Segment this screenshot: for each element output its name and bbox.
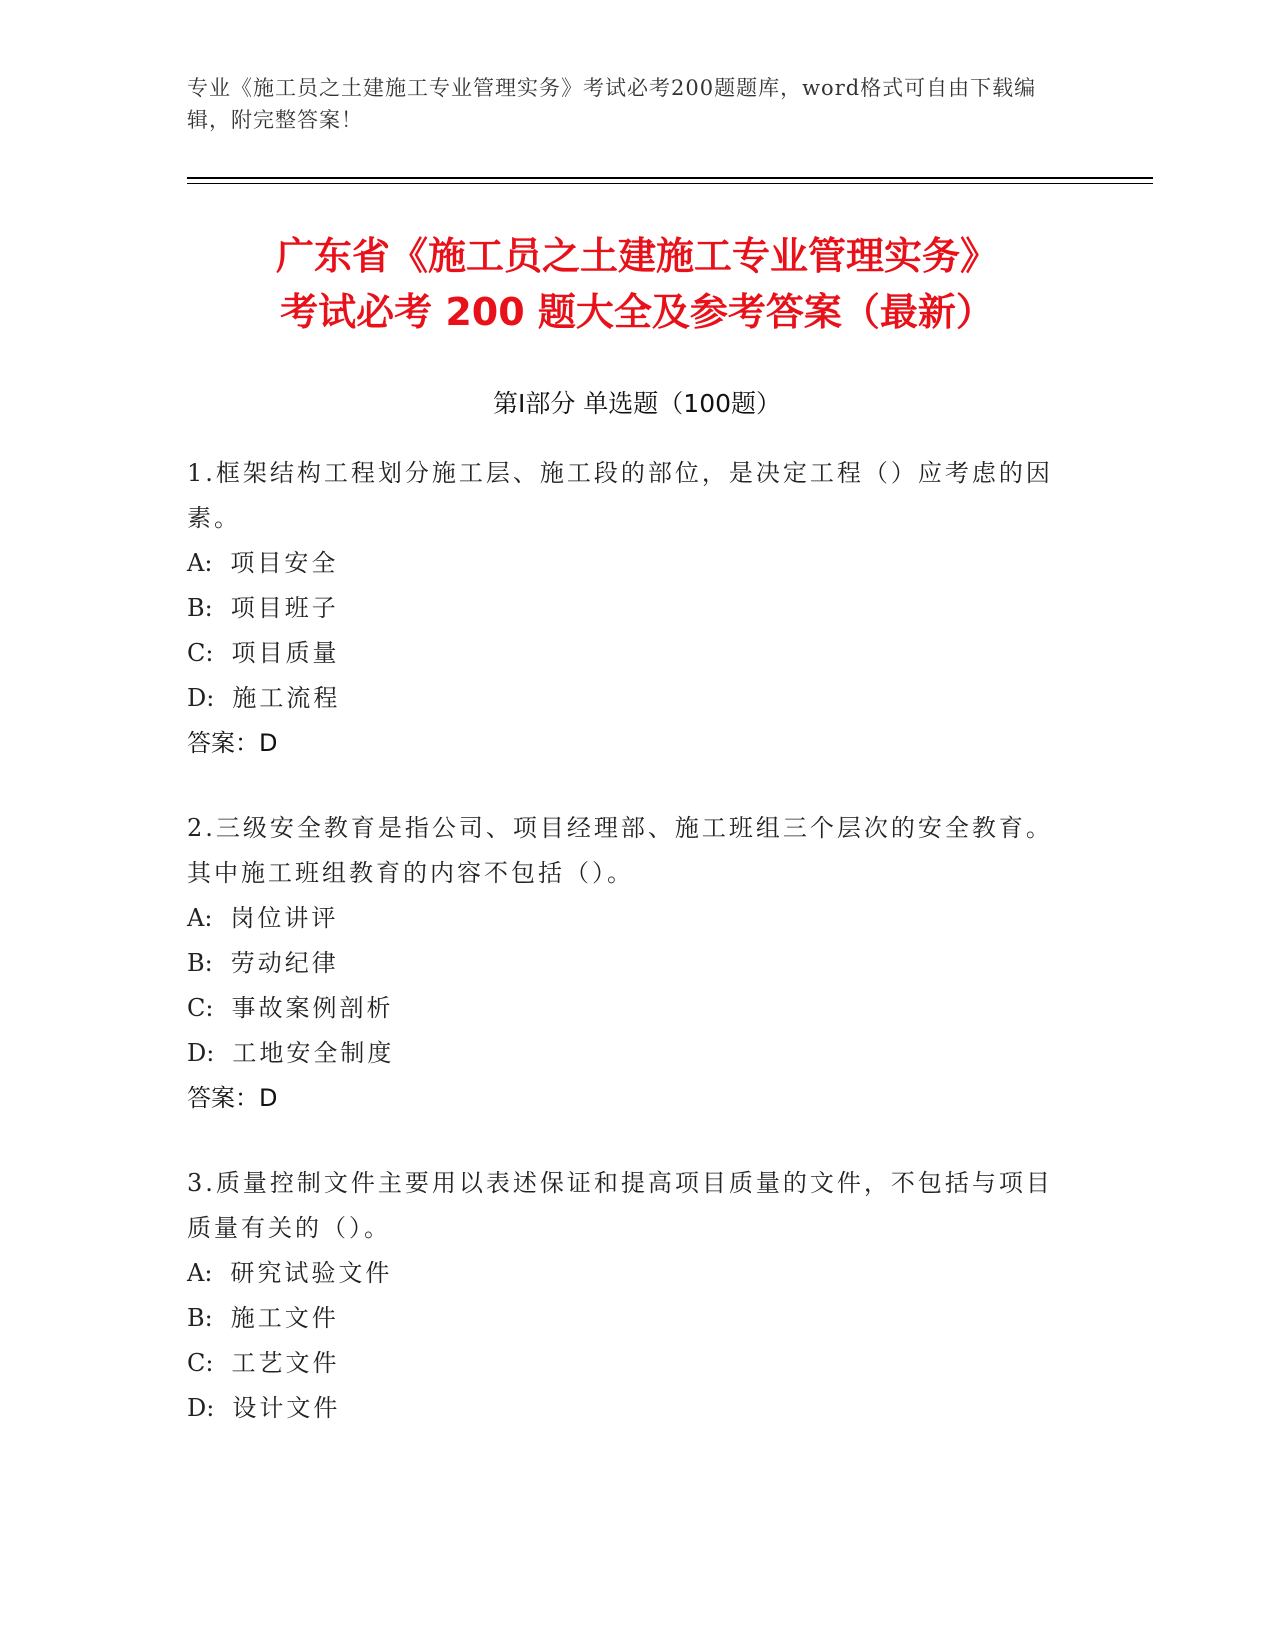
option-key: C: xyxy=(187,1349,214,1377)
header-divider-thick xyxy=(187,177,1153,179)
option-c xyxy=(187,631,1067,676)
option-key: A: xyxy=(187,904,213,932)
option-text: 设计文件 xyxy=(232,1394,341,1422)
option-c xyxy=(187,986,1067,1031)
question-1 xyxy=(187,451,1067,766)
header-divider-thin xyxy=(187,183,1153,184)
option-text: 工地安全制度 xyxy=(232,1039,395,1067)
option-text: 施工流程 xyxy=(232,684,341,712)
question-stem: 1.框架结构工程划分施工层、施工段的部位，是决定工程（）应考虑的因素。 xyxy=(187,459,1053,532)
option-key: C: xyxy=(187,639,214,667)
option-a xyxy=(187,541,1067,586)
option-key: C: xyxy=(187,994,214,1022)
option-b xyxy=(187,586,1067,631)
option-text: 事故案例剖析 xyxy=(231,994,394,1022)
option-text: 研究试验文件 xyxy=(230,1259,393,1287)
option-c xyxy=(187,1341,1067,1386)
option-key: B: xyxy=(187,594,213,622)
option-d xyxy=(187,1031,1067,1076)
question-3 xyxy=(187,1161,1067,1431)
document-title-line-1: 广东省《施工员之土建施工专业管理实务》 xyxy=(275,234,998,278)
option-text: 岗位讲评 xyxy=(230,904,339,932)
option-a xyxy=(187,896,1067,941)
question-2 xyxy=(187,806,1067,1121)
option-text: 项目安全 xyxy=(230,549,339,577)
option-key: D: xyxy=(187,1039,215,1067)
option-text: 工艺文件 xyxy=(231,1349,340,1377)
option-b xyxy=(187,941,1067,986)
option-text: 项目班子 xyxy=(230,594,339,622)
option-b xyxy=(187,1296,1067,1341)
option-key: B: xyxy=(187,1304,213,1332)
option-key: D: xyxy=(187,684,215,712)
option-a xyxy=(187,1251,1067,1296)
option-key: D: xyxy=(187,1394,215,1422)
question-stem: 2.三级安全教育是指公司、项目经理部、施工班组三个层次的安全教育。其中施工班组教育的内容不包括（）。 xyxy=(187,814,1053,887)
option-text: 劳动纪律 xyxy=(230,949,339,977)
document-title xyxy=(187,228,1087,340)
option-key: A: xyxy=(187,1259,213,1287)
answer: 答案：D xyxy=(187,1084,278,1112)
option-text: 项目质量 xyxy=(231,639,340,667)
option-key: A: xyxy=(187,549,213,577)
header-note: 专业《施工员之土建施工专业管理实务》考试必考200题题库，word格式可自由下载编辑，附完整答案！ xyxy=(187,76,1037,132)
question-stem: 3.质量控制文件主要用以表述保证和提高项目质量的文件，不包括与项目质量有关的（）。 xyxy=(187,1169,1053,1242)
option-text: 施工文件 xyxy=(230,1304,339,1332)
option-d xyxy=(187,1386,1067,1431)
document-title-line-2: 考试必考 200 题大全及参考答案（最新） xyxy=(280,290,994,334)
option-d xyxy=(187,676,1067,721)
answer: 答案：D xyxy=(187,729,278,757)
option-key: B: xyxy=(187,949,213,977)
section-title: 第Ⅰ部分 单选题（100题） xyxy=(492,389,782,418)
